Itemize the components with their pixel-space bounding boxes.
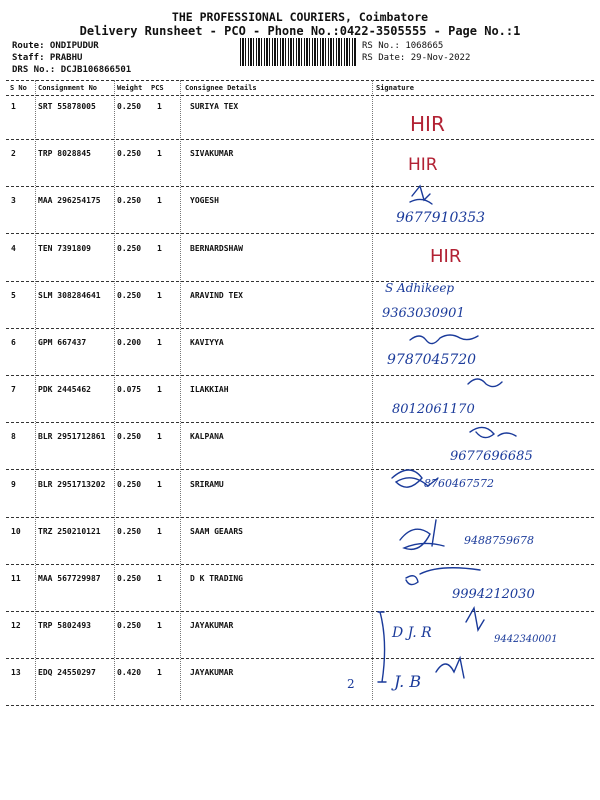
signature-stroke-r10 — [400, 520, 444, 549]
cell-consignment: TRP 5802493 — [38, 621, 91, 631]
column-divider — [35, 80, 36, 700]
cell-sno: 5 — [11, 290, 16, 300]
cell-consignment: MAA 567729987 — [38, 574, 101, 583]
cell-consignment: TRP 8028845 — [38, 149, 91, 159]
cell-sno: 11 — [11, 574, 21, 583]
signature-r3: 9677910353 — [396, 210, 486, 226]
cell-sno: 4 — [11, 243, 16, 253]
cell-consignment: SLM 308284641 — [38, 290, 101, 300]
cell-consignee: KAVIYYA — [190, 338, 224, 347]
cell-sno: 2 — [11, 149, 16, 159]
col-consignment: Consignment No — [38, 84, 98, 92]
signature-r5-name: S Adhikeep — [385, 281, 455, 295]
col-signature: Signature — [376, 84, 414, 92]
col-sno: S No — [10, 84, 27, 92]
cell-consignee: JAYAKUMAR — [190, 621, 234, 631]
signature-stroke-r3 — [410, 186, 432, 204]
col-consignee: Consignee Details — [185, 84, 257, 92]
column-divider — [114, 80, 115, 700]
signature-r12-phone: 9442340001 — [494, 634, 558, 645]
cell-consignment: EDQ 24550297 — [38, 668, 96, 678]
cell-sno: 3 — [11, 196, 16, 206]
cell-sno: 6 — [11, 338, 16, 347]
route-info — [12, 40, 131, 76]
signature-r7-phone: 8012061170 — [392, 402, 475, 417]
cell-sno: 8 — [11, 432, 16, 442]
cell-weight: 0.420 — [117, 668, 142, 678]
cell-weight: 0.250 — [117, 196, 142, 206]
bracket-stroke-r12 — [378, 608, 484, 682]
signature-r4: HIR — [430, 246, 462, 267]
cell-pcs: 1 — [157, 479, 162, 489]
cell-sno: 13 — [11, 668, 21, 678]
signature-stroke-r7 — [468, 379, 502, 387]
cell-consignment: TEN 7391809 — [38, 243, 91, 253]
signature-r11-phone: 9994212030 — [452, 587, 535, 602]
cell-weight: 0.250 — [117, 432, 142, 442]
cell-consignee: JAYAKUMAR — [190, 668, 234, 678]
rs-number: RS No.: 1068665 — [362, 41, 444, 51]
col-weight: Weight — [117, 84, 143, 92]
cell-sno: 10 — [11, 526, 21, 536]
cell-consignee: KALPANA — [190, 432, 224, 442]
cell-consignee: BERNARDSHAW — [190, 243, 243, 253]
runsheet-subtitle: Delivery Runsheet - PCO - Phone No.:0422-3505555 - Page No.:1 — [79, 24, 521, 38]
signature-r5-phone: 9363030901 — [382, 306, 465, 321]
signature-r10-phone: 9488759678 — [464, 534, 534, 547]
cell-weight: 0.250 — [117, 149, 142, 159]
cell-sno: 9 — [11, 479, 16, 489]
signature-r12-name: D J. R — [392, 625, 432, 641]
signature-r8-phone: 9677696685 — [450, 449, 533, 464]
cell-sno: 7 — [11, 385, 16, 395]
drs-number: DRS No.: DCJB106866501 — [12, 65, 132, 75]
cell-weight: 0.250 — [117, 243, 142, 253]
cell-pcs: 1 — [157, 526, 162, 536]
cell-sno: 1 — [11, 102, 16, 111]
rs-date: RS Date: 29-Nov-2022 — [362, 53, 471, 63]
staff: Staff: PRABHU — [12, 53, 83, 63]
signature-r1: HIR — [410, 112, 445, 136]
cell-weight: 0.200 — [117, 338, 142, 347]
cell-weight: 0.250 — [117, 479, 142, 489]
cell-weight: 0.250 — [117, 290, 142, 300]
cell-pcs: 1 — [157, 668, 162, 678]
cell-consignment: BLR 2951712861 — [38, 432, 106, 442]
cell-consignment: GPM 667437 — [38, 338, 87, 347]
signature-stroke-r8 — [470, 427, 516, 437]
cell-consignee: SURIYA TEX — [190, 102, 239, 111]
cell-consignment: MAA 296254175 — [38, 196, 101, 206]
cell-consignee: SIVAKUMAR — [190, 149, 234, 159]
cell-consignee: D K TRADING — [190, 574, 243, 583]
signature-stroke-r6 — [410, 335, 478, 344]
barcode — [240, 38, 356, 66]
handwriting-strokes — [370, 0, 595, 720]
cell-weight: 0.250 — [117, 574, 142, 583]
cell-consignee: ARAVIND TEX — [190, 290, 243, 300]
cell-pcs: 1 — [157, 196, 162, 206]
signature-r13-mark: 2 — [347, 677, 355, 691]
signature-r2: HIR — [408, 155, 438, 175]
cell-pcs: 1 — [157, 574, 162, 583]
cell-consignment: BLR 2951713202 — [38, 479, 106, 489]
signature-stroke-r11 — [406, 568, 480, 585]
company-title: THE PROFESSIONAL COURIERS, Coimbatore — [171, 10, 429, 24]
col-pcs: PCS — [151, 84, 164, 92]
cell-weight: 0.075 — [117, 385, 142, 395]
cell-consignment: SRT 55878005 — [38, 102, 96, 111]
route: Route: ONDIPUDUR — [12, 41, 99, 51]
signature-r13-name: J. B — [394, 672, 422, 691]
cell-consignee: ILAKKIAH — [190, 385, 229, 395]
cell-consignment: TRZ 250210121 — [38, 526, 101, 536]
cell-consignment: PDK 2445462 — [38, 385, 91, 395]
signature-stroke-r9 — [392, 470, 438, 487]
cell-pcs: 1 — [157, 243, 162, 253]
cell-consignee: YOGESH — [190, 196, 219, 206]
cell-pcs: 1 — [157, 149, 162, 159]
cell-consignee: SAAM GEAARS — [190, 526, 243, 536]
cell-consignee: SRIRAMU — [190, 479, 224, 489]
cell-pcs: 1 — [157, 621, 162, 631]
cell-weight: 0.250 — [117, 526, 142, 536]
signature-r9-phone: 8760467572 — [424, 477, 494, 490]
cell-pcs: 1 — [157, 102, 162, 111]
signature-stroke-r13 — [436, 658, 464, 678]
cell-sno: 12 — [11, 621, 21, 631]
cell-pcs: 1 — [157, 432, 162, 442]
column-divider — [180, 80, 181, 700]
cell-weight: 0.250 — [117, 621, 142, 631]
cell-pcs: 1 — [157, 290, 162, 300]
signature-r6-phone: 9787045720 — [387, 352, 477, 368]
cell-weight: 0.250 — [117, 102, 142, 111]
cell-pcs: 1 — [157, 385, 162, 395]
cell-pcs: 1 — [157, 338, 162, 347]
